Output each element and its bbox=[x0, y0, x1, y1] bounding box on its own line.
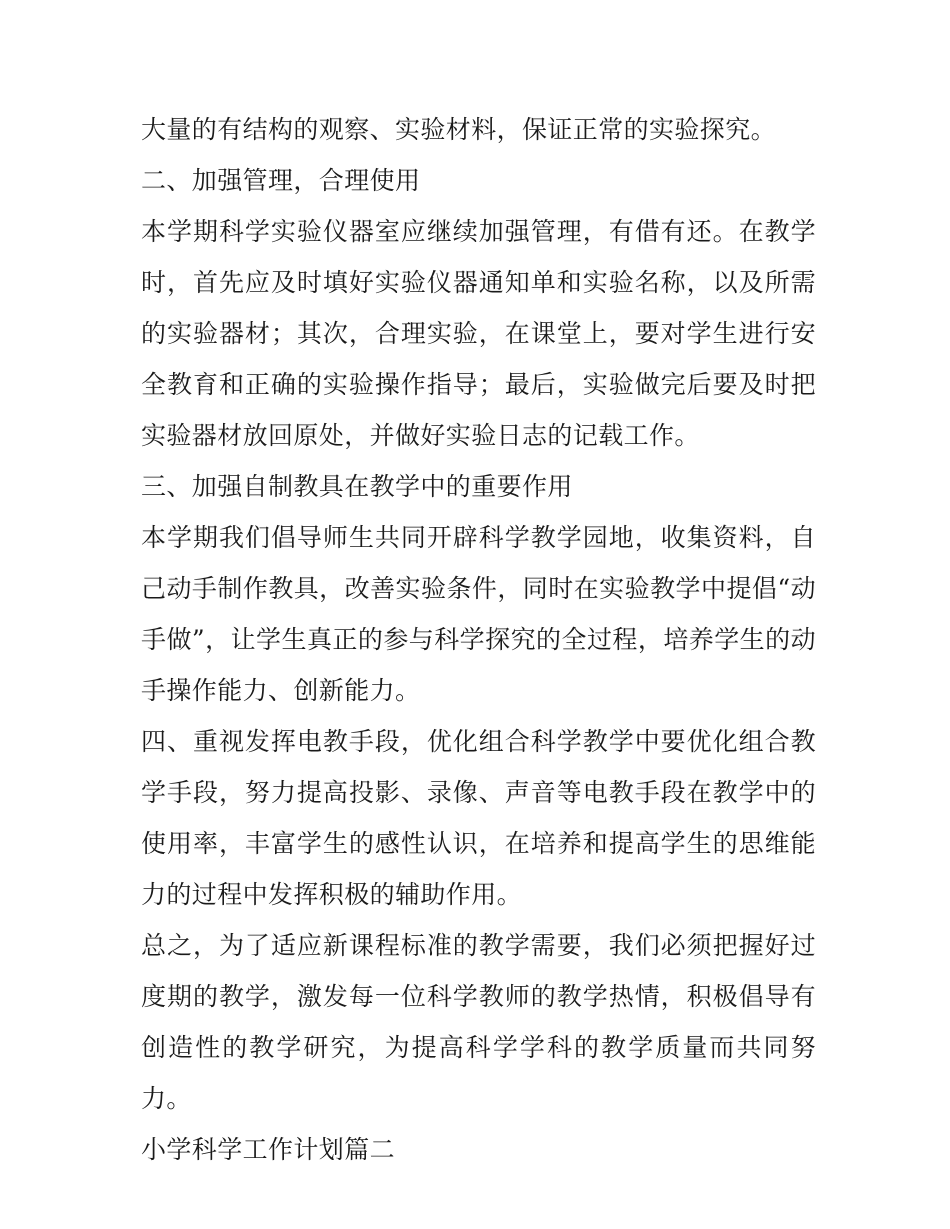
paragraph-conclusion: 总之，为了适应新课程标准的教学需要，我们必须把握好过度期的教学，激发每一位科学教师的教学热情，积极倡导有创造性的教学研究，为提高科学学科的教学质量而共同努力。 bbox=[141, 931, 816, 1113]
document-body bbox=[141, 104, 816, 1175]
paragraph-section-four: 四、重视发挥电教手段，优化组合科学教学中要优化组合教学手段，努力提高投影、录像、声音等电教手段在教学中的使用率，丰富学生的感性认识，在培养和提高学生的思维能力的过程中发挥积极的辅助作用。 bbox=[141, 727, 816, 909]
heading-plan-two: 小学科学工作计划篇二 bbox=[141, 1135, 396, 1164]
heading-section-two: 二、加强管理，合理使用 bbox=[141, 166, 421, 195]
paragraph-teaching-aids: 本学期我们倡导师生共同开辟科学教学园地，收集资料，自己动手制作教具，改善实验条件，同时在实验教学中提倡“动手做”，让学生真正的参与科学探究的全过程，培养学生的动手操作能力、创新能力。 bbox=[141, 523, 816, 705]
paragraph-management: 本学期科学实验仪器室应继续加强管理，有借有还。在教学时，首先应及时填好实验仪器通知单和实验名称，以及所需的实验器材；其次，合理实验，在课堂上，要对学生进行安全教育和正确的实验操作指导；最后，实验做完后要及时把实验器材放回原处，并做好实验日志的记载工作。 bbox=[141, 217, 816, 450]
paragraph-materials: 大量的有结构的观察、实验材料，保证正常的实验探究。 bbox=[141, 115, 777, 144]
heading-section-three: 三、加强自制教具在教学中的重要作用 bbox=[141, 472, 573, 501]
